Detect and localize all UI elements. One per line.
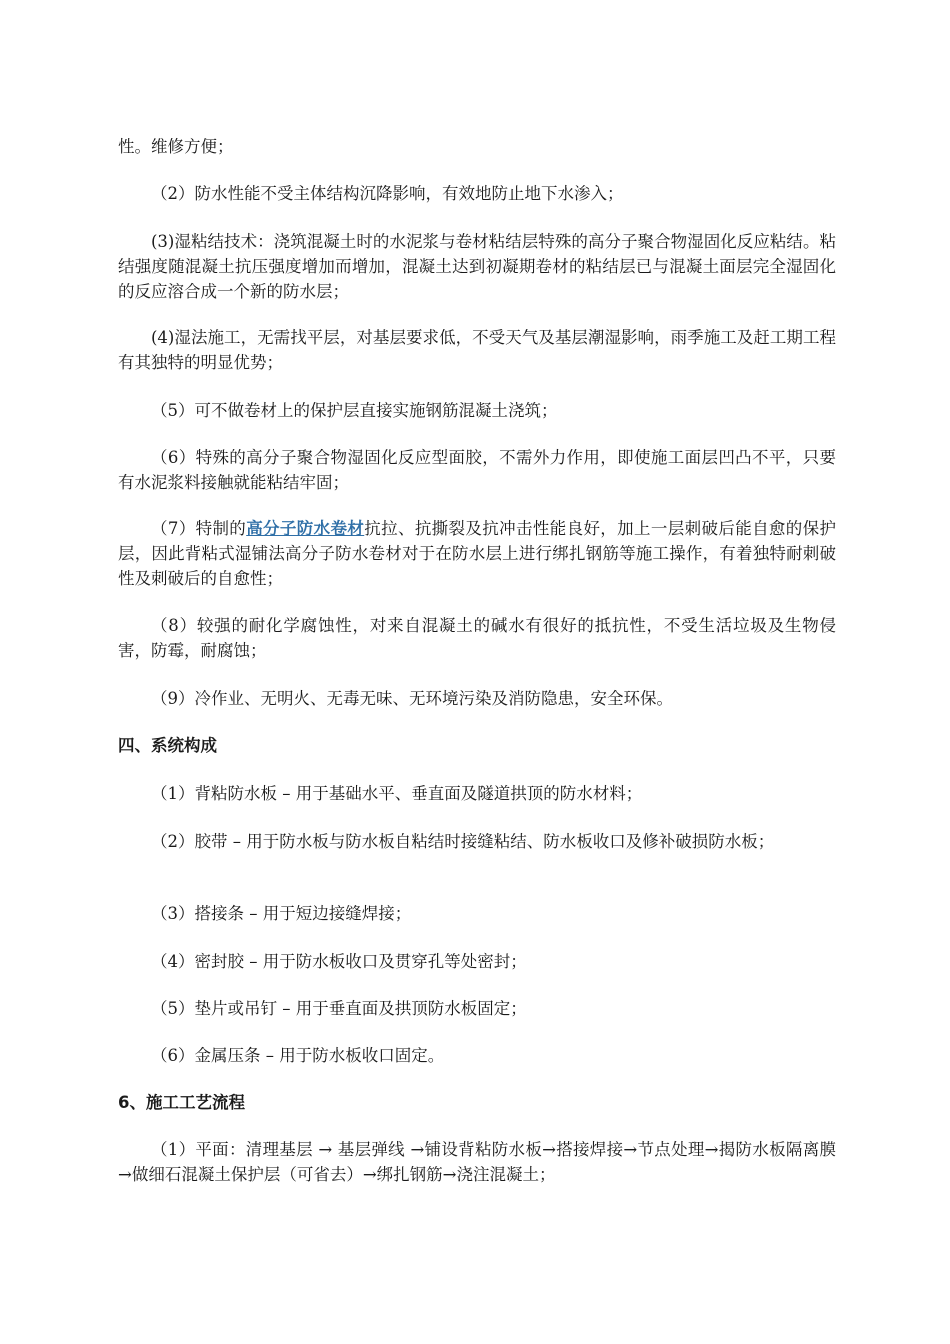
paragraph: （2）防水性能不受主体结构沉降影响，有效地防止地下水渗入； [151, 184, 624, 203]
paragraph: (4)湿法施工，无需找平层，对基层要求低，不受天气及基层潮湿影响，雨季施工及赶工期工程有其独特的明显优势； [118, 328, 836, 372]
list-item: （1）背粘防水板 – 用于基础水平、垂直面及隧道拱顶的防水材料； [151, 784, 643, 803]
section-heading: 四、系统构成 [118, 736, 217, 755]
list-item: （2）胶带 – 用于防水板与防水板自粘结时接缝粘结、防水板收口及修补破损防水板； [151, 832, 775, 851]
paragraph: （6）特殊的高分子聚合物湿固化反应型面胶，不需外力作用，即使施工面层凹凸不平，只要有水泥浆料接触就能粘结牢固； [118, 448, 836, 492]
section-heading: 6、施工工艺流程 [118, 1093, 245, 1112]
paragraph: （9）冷作业、无明火、无毒无味、无环境污染及消防隐患，安全环保。 [151, 689, 673, 708]
paragraph-text: （7）特制的 [151, 519, 247, 538]
list-item: （3）搭接条 – 用于短边接缝焊接； [151, 904, 412, 923]
paragraph: （8）较强的耐化学腐蚀性，对来自混凝土的碱水有很好的抵抗性，不受生活垃圾及生物侵害，防霉，耐腐蚀； [118, 616, 836, 660]
paragraph: (3)湿粘结技术：浇筑混凝土时的水泥浆与卷材粘结层特殊的高分子聚合物湿固化反应粘结。粘结强度随混凝土抗压强度增加而增加，混凝土达到初凝期卷材的粘结层已与混凝土面层完全湿固化的反应溶合成一个新的防水层； [118, 232, 836, 301]
list-item: （4）密封胶 – 用于防水板收口及贯穿孔等处密封； [151, 952, 527, 971]
paragraph: 性。维修方便； [118, 137, 234, 156]
list-item: （6）金属压条 – 用于防水板收口固定。 [151, 1046, 445, 1065]
paragraph-text: 抗拉、抗撕裂及抗冲击性能良好，加上一层刺破后能自愈的保护层，因此背粘式湿铺法高分子防水卷材对于在防水层上进行绑扎钢筋等施工操作，有着独特耐刺破性及刺破后的自愈性； [118, 519, 837, 588]
paragraph: （5）可不做卷材上的保护层直接实施钢筋混凝土浇筑； [151, 401, 558, 420]
paragraph [118, 516, 836, 591]
paragraph: （1）平面：清理基层 → 基层弹线 →铺设背粘防水板→搭接焊接→节点处理→揭防水板隔离膜→做细石混凝土保护层（可省去）→绑扎钢筋→浇注混凝土； [118, 1140, 836, 1184]
list-item: （5）垫片或吊钉 – 用于垂直面及拱顶防水板固定； [151, 999, 527, 1018]
waterproof-membrane-link[interactable]: 高分子防水卷材 [246, 519, 365, 538]
